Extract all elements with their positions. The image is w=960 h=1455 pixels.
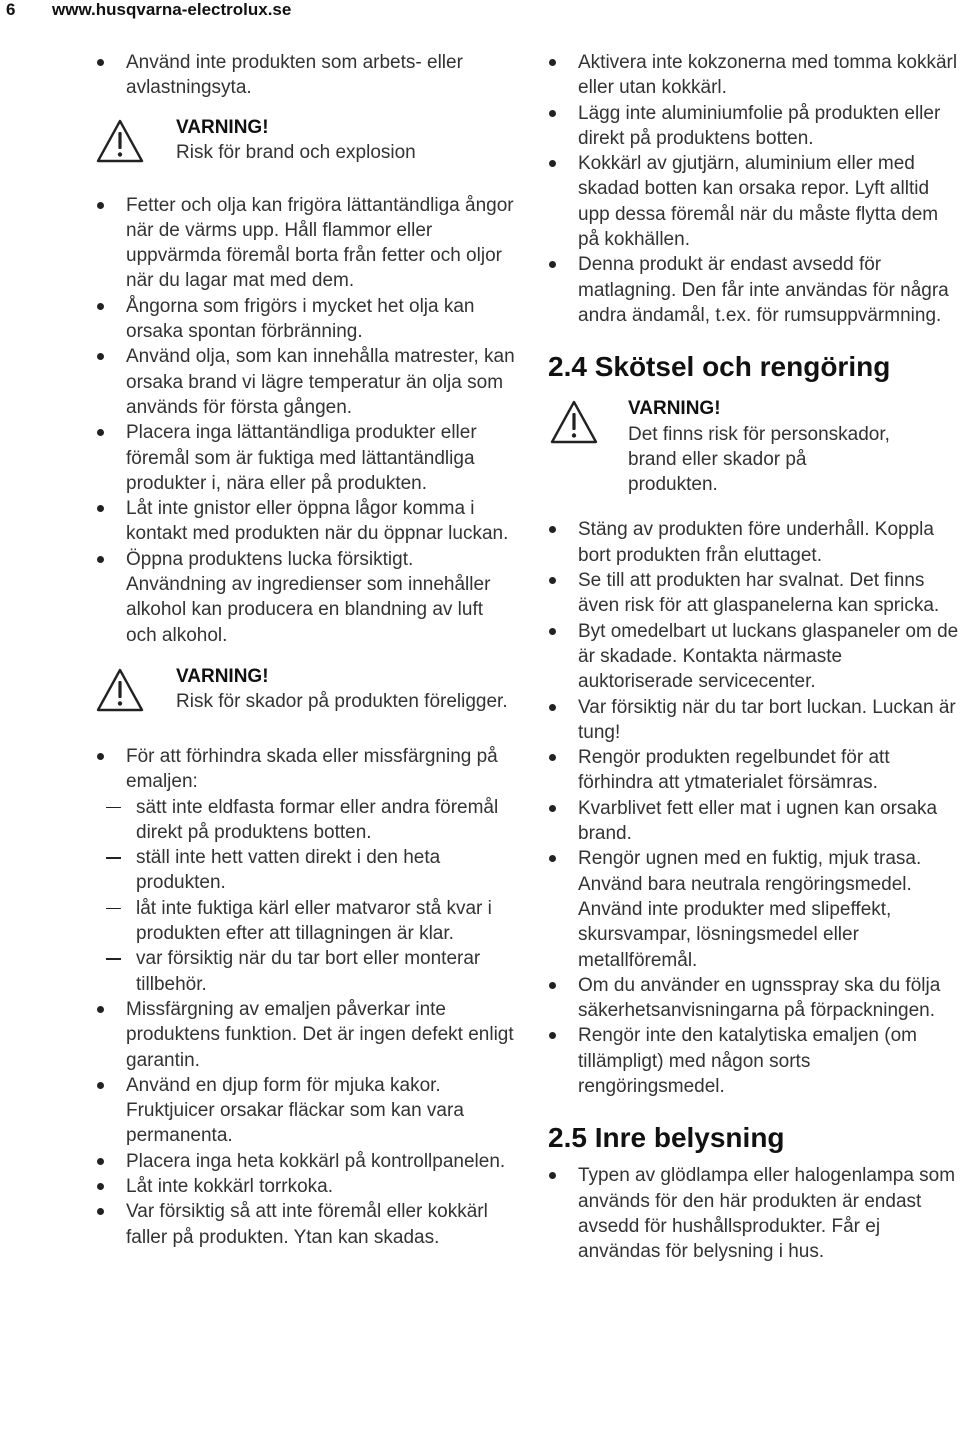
warning-block-damage — [0, 664, 516, 724]
page-header — [6, 0, 291, 20]
list-item: Rengör inte den katalytiska emaljen (om tillämpligt) med någon sorts rengöringsmedel. — [548, 1023, 960, 1099]
section-title-care: 2.4 Skötsel och rengöring — [548, 351, 891, 383]
sub-list-item: låt inte fuktiga kärl eller matvaror stå kvar i produkten efter att tillagningen är klar. — [96, 896, 516, 947]
left-list-enamel — [96, 744, 516, 795]
list-item: Stäng av produkten före underhåll. Koppla bort produkten från eluttaget. — [548, 517, 960, 568]
left-sublist — [96, 795, 516, 997]
list-item: Rengör ugnen med en fuktig, mjuk trasa. Använd bara neutrala rengöringsmedel. Använd inte produkter med slipeffekt, skursvampar, lösningsmedel eller metallföremål. — [548, 846, 960, 972]
sub-list-item: ställ inte hett vatten direkt i den heta produkten. — [96, 845, 516, 896]
page-number: 6 — [6, 0, 16, 19]
list-item: Missfärgning av emaljen påverkar inte produktens funktion. Det är ingen defekt enligt garantin. — [96, 997, 516, 1073]
list-item: Använd olja, som kan innehålla matrester, kan orsaka brand vi lägre temperatur än olja som används för första gången. — [96, 344, 516, 420]
header-url: www.husqvarna-electrolux.se — [52, 0, 292, 19]
list-item: Fetter och olja kan frigöra lättantändliga ångor när de värms upp. Håll flammor eller uppvärmda föremål borta från fetter och oljor när du lagar mat med dem. — [96, 193, 516, 294]
list-item: Var försiktig så att inte föremål eller kokkärl faller på produkten. Ytan kan skadas. — [96, 1199, 516, 1250]
list-item: Rengör produkten regelbundet för att förhindra att ytmaterialet försämras. — [548, 745, 960, 796]
warning-triangle-icon — [550, 400, 598, 444]
right-list-top — [548, 50, 960, 328]
list-item: Placera inga heta kokkärl på kontrollpanelen. — [96, 1149, 516, 1174]
list-item: Låt inte kokkärl torrkoka. — [96, 1174, 516, 1199]
left-list-mid — [96, 193, 516, 648]
list-item: Lägg inte aluminiumfolie på produkten eller direkt på produktens botten. — [548, 101, 960, 152]
list-item-text: För att förhindra skada eller missfärgning på emaljen: — [126, 745, 498, 793]
list-item: Byt omedelbart ut luckans glaspaneler om de är skadade. Kontakta närmaste auktoriserade servicecenter. — [548, 619, 960, 695]
right-column — [548, 50, 960, 1264]
list-item: Om du använder en ugnsspray ska du följa säkerhetsanvisningarna på förpackningen. — [548, 973, 960, 1024]
warning-text: Risk för skador på produkten föreligger. — [176, 691, 508, 713]
warning-title: VARNING! — [176, 665, 269, 687]
warning-triangle-icon — [96, 668, 144, 712]
list-item: Kvarblivet fett eller mat i ugnen kan orsaka brand. — [548, 796, 960, 847]
list-item: Se till att produkten har svalnat. Det finns även risk för att glaspanelerna kan spricka. — [548, 568, 960, 619]
warning-triangle-icon — [96, 119, 144, 163]
list-item: Typen av glödlampa eller halogenlampa som används för den här produkten är endast avsedd för hushållsprodukter. Får ej användas för belysning i hus. — [548, 1163, 960, 1264]
list-item: Kokkärl av gjutjärn, aluminium eller med skadad botten kan orsaka repor. Lyft alltid upp dessa föremål när du måste flytta dem på kokhällen. — [548, 151, 960, 252]
warning-text: Det finns risk för personskador, brand eller skador på produkten. — [628, 423, 890, 496]
list-item: Denna produkt är endast avsedd för matlagning. Den får inte användas för några andra ändamål, t.ex. för rumsuppvärmning. — [548, 252, 960, 328]
list-item: Placera inga lättantändliga produkter eller föremål som är fuktiga med lättantändliga produkter i, nära eller på produkten. — [96, 420, 516, 496]
section-title-light: 2.5 Inre belysning — [548, 1122, 785, 1154]
warning-text: Risk för brand och explosion — [176, 141, 416, 163]
left-column — [96, 50, 516, 1250]
list-item: Använd inte produkten som arbets- eller avlastningsyta. — [96, 50, 516, 101]
list-item: Var försiktig när du tar bort luckan. Luckan är tung! — [548, 695, 960, 746]
list-item — [96, 744, 516, 795]
list-item: Låt inte gnistor eller öppna lågor komma i kontakt med produkten när du öppnar luckan. — [96, 496, 516, 547]
list-item: Använd en djup form för mjuka kakor. Fruktjuicer orsakar fläckar som kan vara permanenta. — [96, 1073, 516, 1149]
left-list-bottom — [96, 997, 516, 1250]
list-item: Aktivera inte kokzonerna med tomma kokkärl eller utan kokkärl. — [548, 50, 960, 101]
sub-list-item: var försiktig när du tar bort eller monterar tillbehör. — [96, 946, 516, 997]
warning-title: VARNING! — [176, 116, 269, 138]
list-item: Öppna produktens lucka försiktigt. Användning av ingredienser som innehåller alkohol kan producera en blandning av luft och alkohol. — [96, 547, 516, 648]
list-item: Ångorna som frigörs i mycket het olja kan orsaka spontan förbränning. — [96, 294, 516, 345]
warning-block-fire — [0, 115, 516, 175]
warning-title: VARNING! — [628, 398, 721, 420]
left-list-top — [96, 50, 516, 101]
right-list-light — [548, 1163, 960, 1264]
right-list-care — [548, 517, 960, 1099]
sub-list-item: sätt inte eldfasta formar eller andra föremål direkt på produktens botten. — [96, 795, 516, 846]
warning-block-injury — [548, 396, 960, 497]
